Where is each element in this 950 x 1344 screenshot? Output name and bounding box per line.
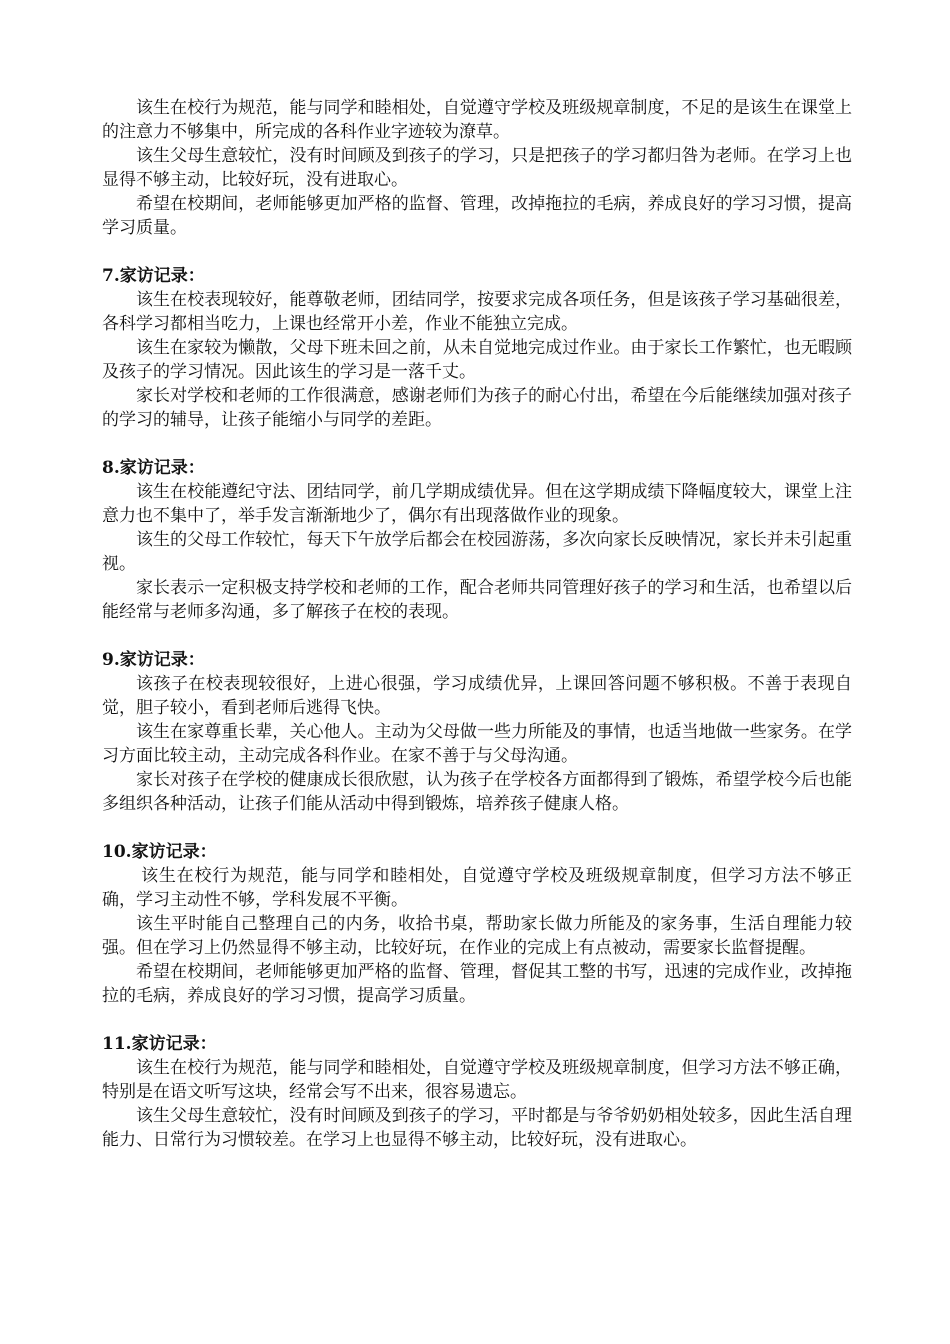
record-section-8 [102, 456, 852, 624]
section-gap [102, 1008, 852, 1032]
record-section-11 [102, 1032, 852, 1152]
record-heading: 10.家访记录： [102, 842, 217, 862]
paragraph: 家长对孩子在学校的健康成长很欣慰，认为孩子在学校各方面都得到了锻炼，希望学校今后也能多组织各种活动，让孩子们能从活动中得到锻炼，培养孩子健康人格。 [102, 770, 852, 814]
paragraph: 该生在校能遵纪守法、团结同学，前几学期成绩优异。但在这学期成绩下降幅度较大，课堂上注意力也不集中了，举手发言渐渐地少了，偶尔有出现落做作业的现象。 [102, 482, 852, 526]
record-section-10 [102, 840, 852, 1008]
paragraph: 该生在校行为规范，能与同学和睦相处，自觉遵守学校及班级规章制度，但学习方法不够正确，学习主动性不够，学科发展不平衡。 [102, 866, 852, 910]
record-section-9 [102, 648, 852, 816]
paragraph: 该生在家尊重长辈，关心他人。主动为父母做一些力所能及的事情，也适当地做一些家务。在学习方面比较主动，主动完成各科作业。在家不善于与父母沟通。 [102, 722, 852, 766]
record-heading: 9.家访记录： [102, 650, 205, 670]
paragraph: 该孩子在校表现较很好，上进心很强，学习成绩优异，上课回答问题不够积极。不善于表现自觉，胆子较小，看到老师后逃得飞快。 [102, 674, 852, 718]
record-heading: 7.家访记录： [102, 266, 205, 286]
paragraph: 家长对学校和老师的工作很满意，感谢老师们为孩子的耐心付出，希望在今后能继续加强对孩子的学习的辅导，让孩子能缩小与同学的差距。 [102, 386, 852, 430]
paragraph: 该生父母生意较忙，没有时间顾及到孩子的学习，平时都是与爷爷奶奶相处较多，因此生活自理能力、日常行为习惯较差。在学习上也显得不够主动，比较好玩，没有进取心。 [102, 1106, 852, 1150]
record-heading: 8.家访记录： [102, 458, 205, 478]
paragraph: 希望在校期间，老师能够更加严格的监督、管理，督促其工整的书写，迅速的完成作业，改掉拖拉的毛病，养成良好的学习习惯，提高学习质量。 [102, 962, 852, 1006]
intro-section [102, 96, 852, 240]
paragraph: 该生父母生意较忙，没有时间顾及到孩子的学习，只是把孩子的学习都归咎为老师。在学习上也显得不够主动，比较好玩，没有进取心。 [102, 146, 852, 190]
paragraph: 该生在校表现较好，能尊敬老师，团结同学，按要求完成各项任务，但是该孩子学习基础很差，各科学习都相当吃力，上课也经常开小差，作业不能独立完成。 [102, 290, 852, 334]
paragraph: 该生在校行为规范，能与同学和睦相处，自觉遵守学校及班级规章制度，不足的是该生在课堂上的注意力不够集中，所完成的各科作业字迹较为潦草。 [102, 98, 852, 142]
section-gap [102, 624, 852, 648]
paragraph: 家长表示一定积极支持学校和老师的工作，配合老师共同管理好孩子的学习和生活，也希望以后能经常与老师多沟通，多了解孩子在校的表现。 [102, 578, 852, 622]
paragraph: 该生在家较为懒散，父母下班未回之前，从未自觉地完成过作业。由于家长工作繁忙，也无暇顾及孩子的学习情况。因此该生的学习是一落千丈。 [102, 338, 852, 382]
paragraph: 希望在校期间，老师能够更加严格的监督、管理，改掉拖拉的毛病，养成良好的学习习惯，提高学习质量。 [102, 194, 852, 238]
record-section-7 [102, 264, 852, 432]
paragraph: 该生平时能自己整理自己的内务，收拾书桌，帮助家长做力所能及的家务事，生活自理能力较强。但在学习上仍然显得不够主动，比较好玩，在作业的完成上有点被动，需要家长监督提醒。 [102, 914, 852, 958]
paragraph: 该生在校行为规范，能与同学和睦相处，自觉遵守学校及班级规章制度，但学习方法不够正确，特别是在语文听写这块，经常会写不出来，很容易遗忘。 [102, 1058, 852, 1102]
paragraph: 该生的父母工作较忙，每天下午放学后都会在校园游荡，多次向家长反映情况，家长并未引起重视。 [102, 530, 852, 574]
section-gap [102, 816, 852, 840]
record-heading: 11.家访记录： [102, 1034, 217, 1054]
document-page [102, 96, 852, 1152]
section-gap [102, 240, 852, 264]
section-gap [102, 432, 852, 456]
